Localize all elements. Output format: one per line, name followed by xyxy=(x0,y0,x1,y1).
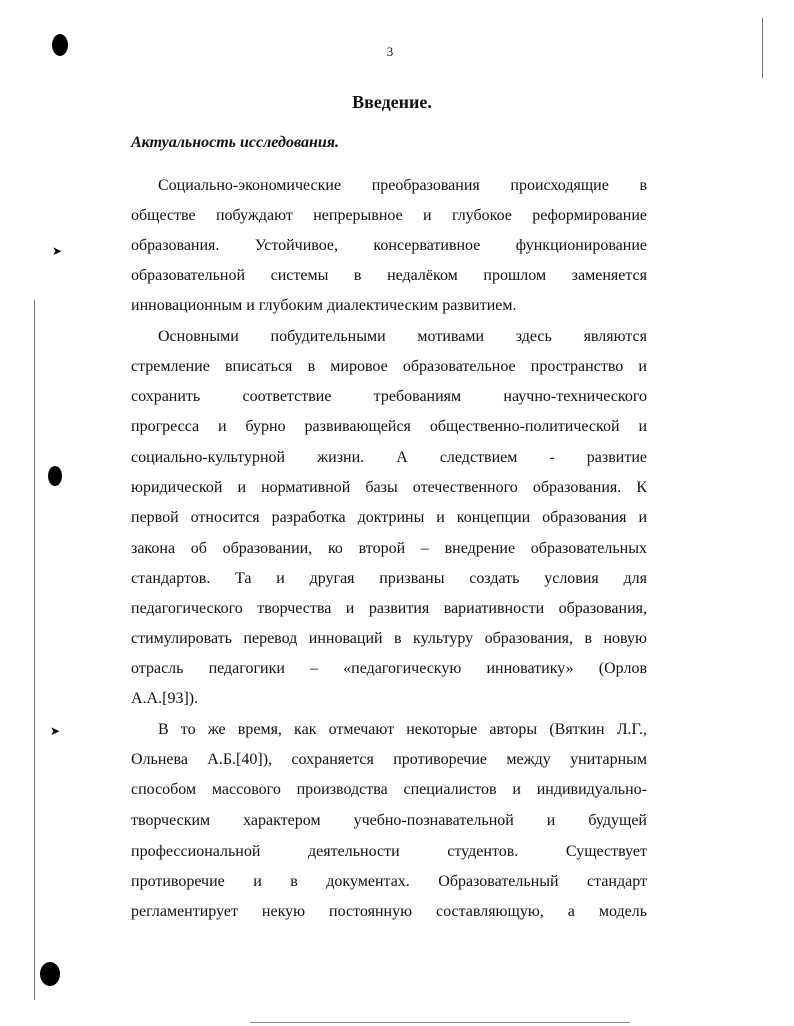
text-line: А.А.[93]). xyxy=(131,690,199,707)
text-line: регламентирует некую постоянную составляющую, а модель xyxy=(131,903,647,920)
text-line: отрасль педагогики – «педагогическую инноватику» (Орлов xyxy=(131,660,647,677)
page-title: Введение. xyxy=(352,92,432,112)
text-line: юридической и нормативной базы отечественного образования. К xyxy=(131,479,647,496)
binder-hole xyxy=(48,466,62,486)
binder-hole xyxy=(40,962,60,986)
text-line: прогресса и бурно развивающейся общественно-политической и xyxy=(131,418,647,435)
text-line: В то же время, как отмечают некоторые авторы (Вяткин Л.Г., xyxy=(158,721,647,738)
text-line: педагогического творчества и развития вариативности образования, xyxy=(131,600,647,617)
binder-hole xyxy=(52,34,68,56)
text-line: способом массового производства специалистов и индивидуально- xyxy=(131,781,647,798)
text-line: обществе побуждают непрерывное и глубокое реформирование xyxy=(131,207,647,224)
scan-edge-right xyxy=(762,18,763,78)
scan-speck: ➤ xyxy=(52,244,63,258)
section-title: Актуальность исследования. xyxy=(131,134,339,151)
page-number: 3 xyxy=(386,44,394,59)
text-line: стремление вписаться в мировое образовательное пространство и xyxy=(131,358,647,375)
scan-edge-bottom xyxy=(250,1022,630,1023)
scan-edge-left xyxy=(34,300,35,1000)
text-line: образования. Устойчивое, консервативное функционирование xyxy=(131,237,647,254)
text-line: инновационным и глубоким диалектическим развитием. xyxy=(131,297,517,314)
text-line: социально-культурной жизни. А следствием - развитие xyxy=(131,449,647,466)
text-line: Основными побудительными мотивами здесь являются xyxy=(158,328,647,345)
text-line: Социально-экономические преобразования происходящие в xyxy=(158,177,647,194)
text-line: стандартов. Та и другая призваны создать условия для xyxy=(131,570,647,587)
text-line: первой относится разработка доктрины и концепции образования и xyxy=(131,509,647,526)
text-line: творческим характером учебно-познавательной и будущей xyxy=(131,812,647,829)
text-line: образовательной системы в недалёком прошлом заменяется xyxy=(131,267,647,284)
text-line: Ольнева А.Б.[40]), сохраняется противоречие между унитарным xyxy=(131,751,647,768)
text-line: профессиональной деятельности студентов. Существует xyxy=(131,843,647,860)
scan-speck: ➤ xyxy=(50,724,61,738)
text-line: противоречие и в документах. Образовательный стандарт xyxy=(131,873,647,890)
text-line: стимулировать перевод инноваций в культуру образования, в новую xyxy=(131,630,647,647)
text-line: закона об образовании, ко второй – внедрение образовательных xyxy=(131,540,647,557)
text-line: сохранить соответствие требованиям научно-технического xyxy=(131,388,647,405)
